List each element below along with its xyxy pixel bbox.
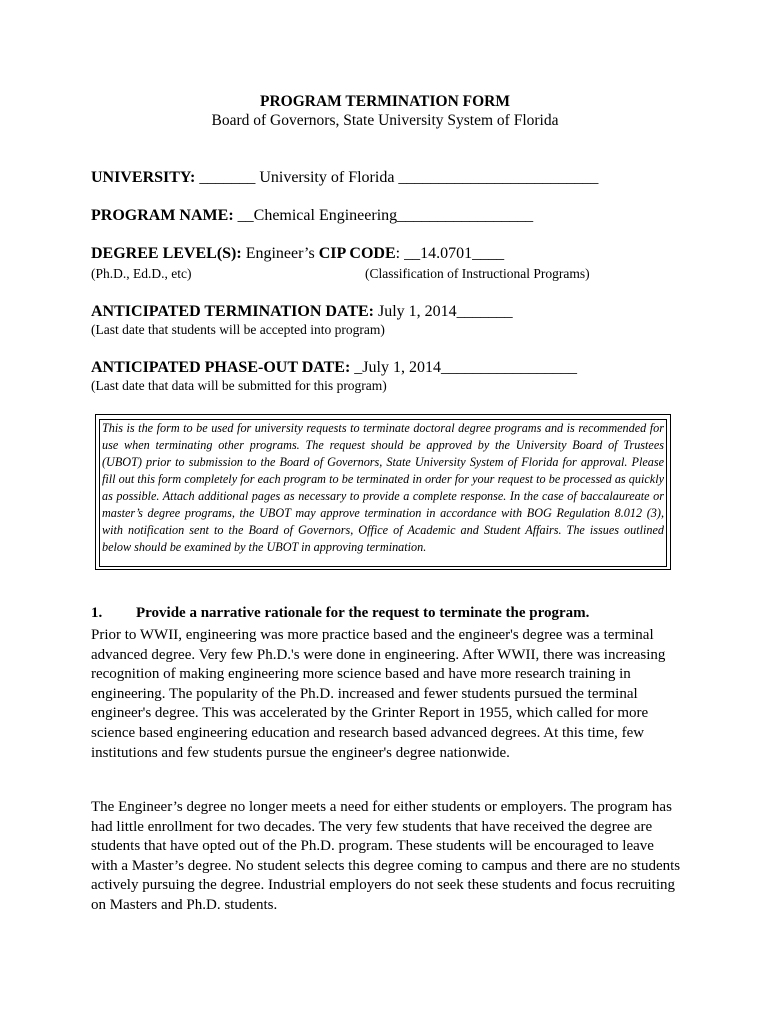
cip-code-note: (Classification of Instructional Programs) xyxy=(365,266,590,281)
phaseout-date-field xyxy=(91,359,577,377)
termination-date-field xyxy=(91,303,513,321)
section-1-paragraph-1: Prior to WWII, engineering was more practice based and the engineer's degree was a terminal advanced degree. Very few Ph.D.'s were done in engineering. After WWII, there was increasing recognition of making engineering more science based and have more research training in engineering. The popularity of the Ph.D. increased and fewer students pursued the terminal engineer's degree. This was accelerated by the Grinter Report in 1955, which called for more science based engineering education and research based advanced degrees. At this time, few institutions and few students pursue the engineer's degree nationwide. xyxy=(91,627,666,761)
program-name-value: __Chemical Engineering_________________ xyxy=(233,207,534,224)
section-1-number: 1. xyxy=(91,605,103,621)
phaseout-date-label: ANTICIPATED PHASE-OUT DATE: xyxy=(91,359,351,376)
termination-date-note: (Last date that students will be accepted into program) xyxy=(91,322,385,337)
cip-code-label: CIP CODE xyxy=(318,245,396,262)
section-1-heading xyxy=(91,605,589,622)
phaseout-date-value: _July 1, 2014_________________ xyxy=(350,359,577,376)
form-title: PROGRAM TERMINATION FORM xyxy=(260,93,510,110)
university-value: _______ University of Florida _________________________ xyxy=(195,169,599,186)
cip-code-value: : __14.0701____ xyxy=(395,245,505,262)
degree-level-label: DEGREE LEVEL(S): xyxy=(91,245,242,262)
phaseout-date-note: (Last date that data will be submitted for this program) xyxy=(91,378,387,393)
degree-level-value: Engineer’s xyxy=(241,245,319,262)
termination-date-value: July 1, 2014_______ xyxy=(374,303,513,320)
degree-level-field xyxy=(91,245,504,263)
instructions-text: This is the form to be used for university requests to terminate doctoral degree programs and is recommended for use when terminating other programs. The request should be approved by the University Board of Trustees (UBOT) prior to submission to the Board of Governors, State University System of Florida for approval. Please fill out this form completely for each program to be terminated in order for your request to be processed as quickly as possible. Attach additional pages as necessary to provide a complete response. In the case of baccalaureate or master’s degree programs, the UBOT may approve termination in accordance with BOG Regulation 8.012 (3), with notification sent to the Board of Governors, Office of Academic and Student Affairs. The issues outlined below should be examined by the UBOT in approving termination. xyxy=(99,419,667,567)
section-1-title: Provide a narrative rationale for the request to terminate the program. xyxy=(136,605,590,621)
termination-date-label: ANTICIPATED TERMINATION DATE: xyxy=(91,303,374,320)
form-subtitle: Board of Governors, State University System of Florida xyxy=(211,112,559,129)
instructions-box xyxy=(95,414,671,570)
degree-level-note: (Ph.D., Ed.D., etc) xyxy=(91,266,192,281)
section-1-paragraph-2: The Engineer’s degree no longer meets a need for either students or employers. The program has had little enrollment for two decades. The very few students that have received the degree are students that have opted out of the Ph.D. program. These students will be encouraged to leave with a Master’s degree. No student selects this degree coming to campus and there are no students actively pursuing the degree. Industrial employers do not seek these students and focus recruiting on Masters and Ph.D. students. xyxy=(91,799,681,913)
university-label: UNIVERSITY: xyxy=(91,169,196,186)
program-name-field xyxy=(91,207,533,225)
program-name-label: PROGRAM NAME: xyxy=(91,207,234,224)
university-field xyxy=(91,169,598,187)
